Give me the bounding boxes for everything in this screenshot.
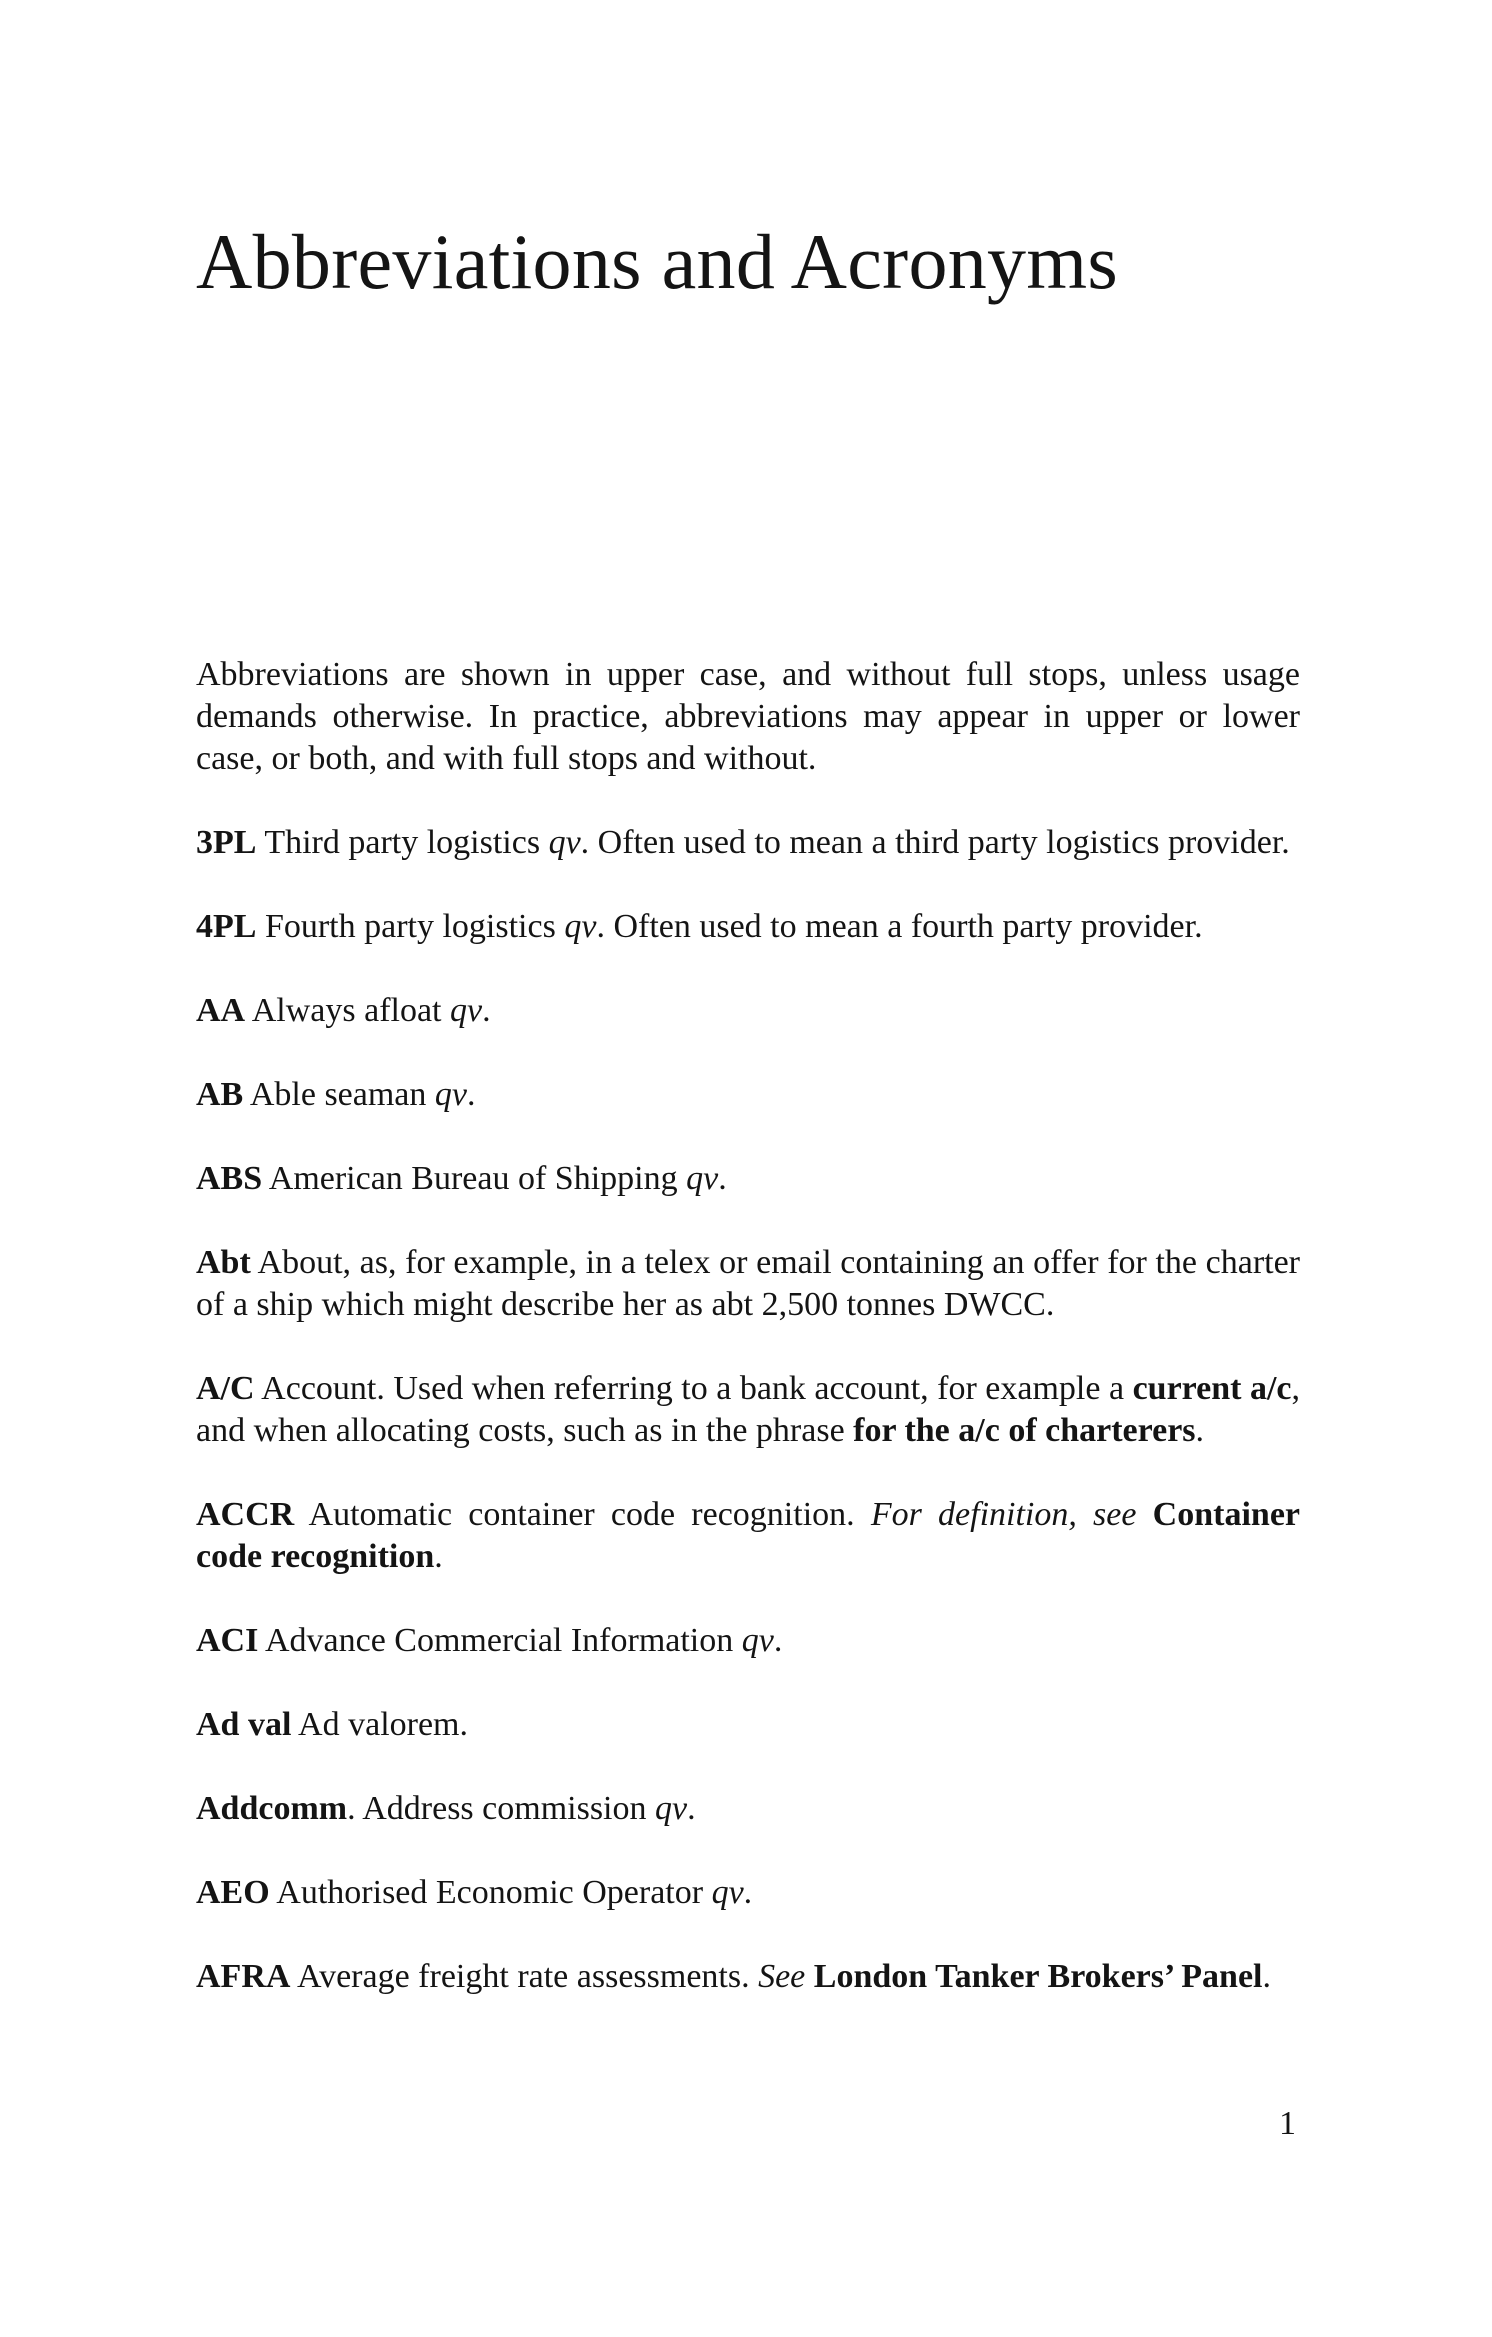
- qv-ref: qv: [686, 1160, 719, 1197]
- cross-ref: London Tanker Brokers’ Panel: [813, 1958, 1263, 1995]
- entry-aa: AA Always afloat qv.: [196, 992, 491, 1029]
- cross-ref: current a/c: [1132, 1370, 1292, 1407]
- entry-term: ABS: [196, 1160, 263, 1197]
- entry-ac: A/C Account. Used when referring to a bank account, for example a current a/c, and when allocating costs, such as in the phrase for the a/c of charterers.: [196, 1370, 1300, 1449]
- entry-ab: AB Able seaman qv.: [196, 1076, 476, 1113]
- entry-afra: AFRA Average freight rate assessments. See London Tanker Brokers’ Panel.: [196, 1958, 1272, 1995]
- entry-term: Addcomm: [196, 1790, 348, 1827]
- intro-paragraph: Abbreviations are shown in upper case, and without full stops, unless usage demands otherwise. In practice, abbreviations may appear in upper or lower case, or both, and with full stops and without.: [196, 656, 1300, 777]
- entry-term: ACI: [196, 1622, 259, 1659]
- page-number: 1: [1279, 2105, 1296, 2142]
- entry-aeo: AEO Authorised Economic Operator qv.: [196, 1874, 753, 1911]
- entry-abt: Abt About, as, for example, in a telex or email containing an offer for the charter of a ship which might describe her as abt 2,500 tonnes DWCC.: [196, 1244, 1300, 1323]
- qv-ref: qv: [450, 992, 483, 1029]
- entry-term: AEO: [196, 1874, 270, 1911]
- entry-ad-val: Ad val Ad valorem.: [196, 1706, 468, 1743]
- qv-ref: qv: [711, 1874, 744, 1911]
- glossary-body: [196, 654, 1300, 1998]
- qv-ref: qv: [564, 908, 597, 945]
- entry-term: ACCR: [196, 1496, 295, 1533]
- entry-term: 3PL: [196, 824, 257, 861]
- entry-3pl: 3PL Third party logistics qv. Often used to mean a third party logistics provider.: [196, 824, 1290, 861]
- qv-ref: qv: [548, 824, 581, 861]
- entry-term: Ad val: [196, 1706, 292, 1743]
- entry-abs: ABS American Bureau of Shipping qv.: [196, 1160, 727, 1197]
- entry-term: AFRA: [196, 1958, 291, 1995]
- entry-term: A/C: [196, 1370, 255, 1407]
- see-ref: For definition, see: [870, 1496, 1137, 1533]
- entry-accr: ACCR Automatic container code recognition. For definition, see Container code recognition.: [196, 1496, 1300, 1575]
- entry-term: Abt: [196, 1244, 251, 1281]
- qv-ref: qv: [655, 1790, 688, 1827]
- cross-ref: for the a/c of charterers: [853, 1412, 1196, 1449]
- entry-term: AB: [196, 1076, 244, 1113]
- cross-ref: Container code recognition: [196, 1496, 1300, 1575]
- entry-addcomm: Addcomm. Address commission qv.: [196, 1790, 696, 1827]
- qv-ref: qv: [741, 1622, 774, 1659]
- qv-ref: qv: [434, 1076, 467, 1113]
- see-ref: See: [758, 1958, 806, 1995]
- entry-term: AA: [196, 992, 246, 1029]
- entry-4pl: 4PL Fourth party logistics qv. Often used to mean a fourth party provider.: [196, 908, 1203, 945]
- entry-aci: ACI Advance Commercial Information qv.: [196, 1622, 783, 1659]
- book-page: [196, 0, 1300, 2337]
- entry-term: 4PL: [196, 908, 257, 945]
- chapter-title: Abbreviations and Acronyms: [196, 218, 1118, 305]
